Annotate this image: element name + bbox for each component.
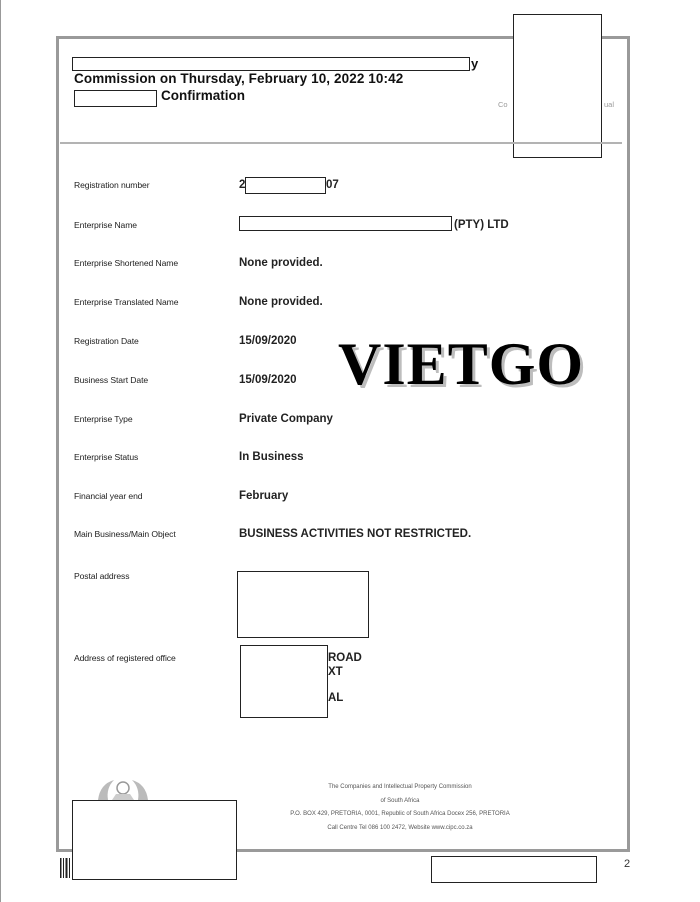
- registration-number-prefix: 2: [239, 179, 246, 191]
- footer-line: Call Centre Tel 086 100 2472, Website www.cipc.co.za: [327, 825, 473, 831]
- page-number: 2: [624, 858, 631, 870]
- redaction-box: [245, 177, 326, 194]
- header-faint-text-left: Co: [498, 100, 508, 109]
- redaction-box: [72, 57, 470, 71]
- redaction-box: [240, 645, 328, 718]
- registration-number-label: Registration number: [74, 180, 150, 190]
- registered-office-fragment: XT: [328, 666, 343, 678]
- cipc-logo-icon: [94, 776, 152, 802]
- registration-date-label: Registration Date: [74, 336, 139, 346]
- enterprise-type-label: Enterprise Type: [74, 414, 133, 424]
- redaction-box: [513, 14, 602, 158]
- financial-year-end-label: Financial year end: [74, 491, 143, 501]
- header-line1-fragment: y: [471, 56, 479, 71]
- enterprise-name-label: Enterprise Name: [74, 220, 137, 230]
- financial-year-end-value: February: [239, 490, 289, 502]
- enterprise-shortened-name-label: Enterprise Shortened Name: [74, 258, 179, 268]
- header-faint-text-right: ual: [604, 100, 615, 109]
- redaction-box: [72, 800, 237, 880]
- footer-line: P.O. BOX 429, PRETORIA, 0001, Republic of South Africa Docex 256, PRETORIA: [290, 811, 510, 817]
- registered-office-address-label: Address of registered office: [74, 653, 176, 663]
- document-page-frame: [56, 36, 630, 852]
- redaction-box: [431, 856, 597, 883]
- business-start-date-label: Business Start Date: [74, 375, 149, 385]
- enterprise-type-value: Private Company: [239, 413, 333, 425]
- enterprise-status-value: In Business: [239, 451, 304, 463]
- redaction-box: [74, 90, 157, 107]
- footer-line: The Companies and Intellectual Property Commission: [328, 784, 472, 790]
- main-business-label: Main Business/Main Object: [74, 529, 176, 539]
- footer-line: of South Africa: [380, 798, 420, 804]
- main-business-value: BUSINESS ACTIVITIES NOT RESTRICTED.: [239, 528, 472, 540]
- redaction-box: [239, 216, 452, 231]
- registered-office-fragment: ROAD: [328, 652, 362, 664]
- page-edge: [0, 0, 1, 902]
- barcode-icon: [60, 858, 72, 878]
- header-commission-line: Commission on Thursday, February 10, 2022 10:42: [74, 71, 404, 86]
- business-start-date-value: 15/09/2020: [239, 374, 297, 386]
- registration-date-value: 15/09/2020: [239, 335, 297, 347]
- header-confirmation-label: Confirmation: [161, 88, 245, 103]
- enterprise-translated-name-label: Enterprise Translated Name: [74, 297, 179, 307]
- postal-address-label: Postal address: [74, 571, 130, 581]
- enterprise-shortened-name-value: None provided.: [239, 257, 323, 269]
- registered-office-fragment: AL: [328, 692, 344, 704]
- enterprise-name-value: (PTY) LTD: [454, 219, 509, 231]
- redaction-box: [237, 571, 369, 638]
- registration-number-suffix: 07: [326, 179, 339, 191]
- header-divider: [60, 142, 622, 144]
- enterprise-translated-name-value: None provided.: [239, 296, 323, 308]
- vietgo-watermark: VIETGO: [338, 331, 585, 397]
- enterprise-status-label: Enterprise Status: [74, 452, 139, 462]
